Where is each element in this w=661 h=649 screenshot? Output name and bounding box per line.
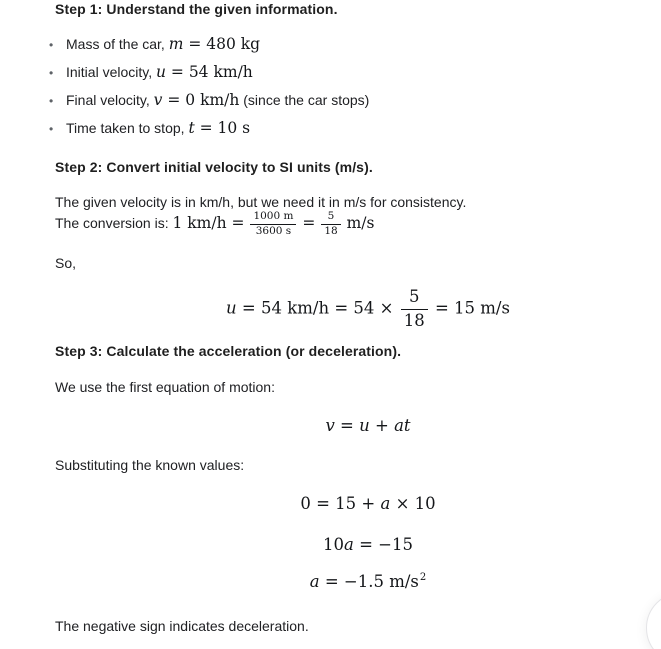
equation-of-motion-intro: We use the first equation of motion: <box>55 379 275 395</box>
so-label: So, <box>55 255 77 271</box>
step2-heading: Step 2: Convert initial velocity to SI units (m/s). <box>55 159 373 175</box>
bullet-math: t = 10 s <box>188 119 251 137</box>
deceleration-note: The negative sign indicates deceleration. <box>55 618 309 634</box>
bullet-label: Initial velocity, <box>66 64 156 80</box>
bullet-suffix: (since the car stops) <box>239 92 370 108</box>
equation-acceleration-result: a = −1.5 $m/s^2$ <box>309 572 427 591</box>
list-item <box>49 35 646 54</box>
bullet-icon: • <box>49 122 54 136</box>
bullet-math: v = 0 km/h <box>153 91 240 109</box>
equation-10a: 10a = −15 <box>323 535 413 554</box>
step3-heading: Step 3: Calculate the acceleration (or deceleration). <box>55 343 402 359</box>
bullet-icon: • <box>49 66 54 80</box>
bullet-icon: • <box>49 94 54 108</box>
conversion-intro-line: The given velocity is in km/h, but we need it in m/s for consistency. <box>55 194 467 210</box>
bullet-icon: • <box>49 38 54 52</box>
bullet-math: m = 480 kg <box>168 35 261 53</box>
bullet-label: Final velocity, <box>66 92 154 108</box>
bullet-label: Mass of the car, <box>66 36 169 52</box>
conversion-math: 1 km/h = $\frac{1000 m}{3600 s}$ = $\frac{5}{18}$ m/s <box>172 210 375 237</box>
equation-substituted: 0 = 15 + a × 10 <box>300 494 436 513</box>
conversion-line <box>55 211 661 237</box>
step1-heading: Step 1: Understand the given information. <box>55 1 338 17</box>
list-item <box>49 63 646 82</box>
conversion-label: The conversion is: <box>55 215 173 232</box>
equation-velocity-conversion: u = 54 km/h = 54 × $\frac{5}{18}$ = 15 m/s <box>226 287 510 330</box>
list-item <box>49 119 646 138</box>
bullet-label: Time taken to stop, <box>66 120 189 136</box>
substituting-label: Substituting the known values: <box>55 457 245 473</box>
equation-first-motion: v = u + at <box>325 416 411 435</box>
bullet-math: u = 54 km/h <box>156 63 253 81</box>
list-item <box>49 91 646 110</box>
floating-action-button[interactable] <box>646 592 661 649</box>
